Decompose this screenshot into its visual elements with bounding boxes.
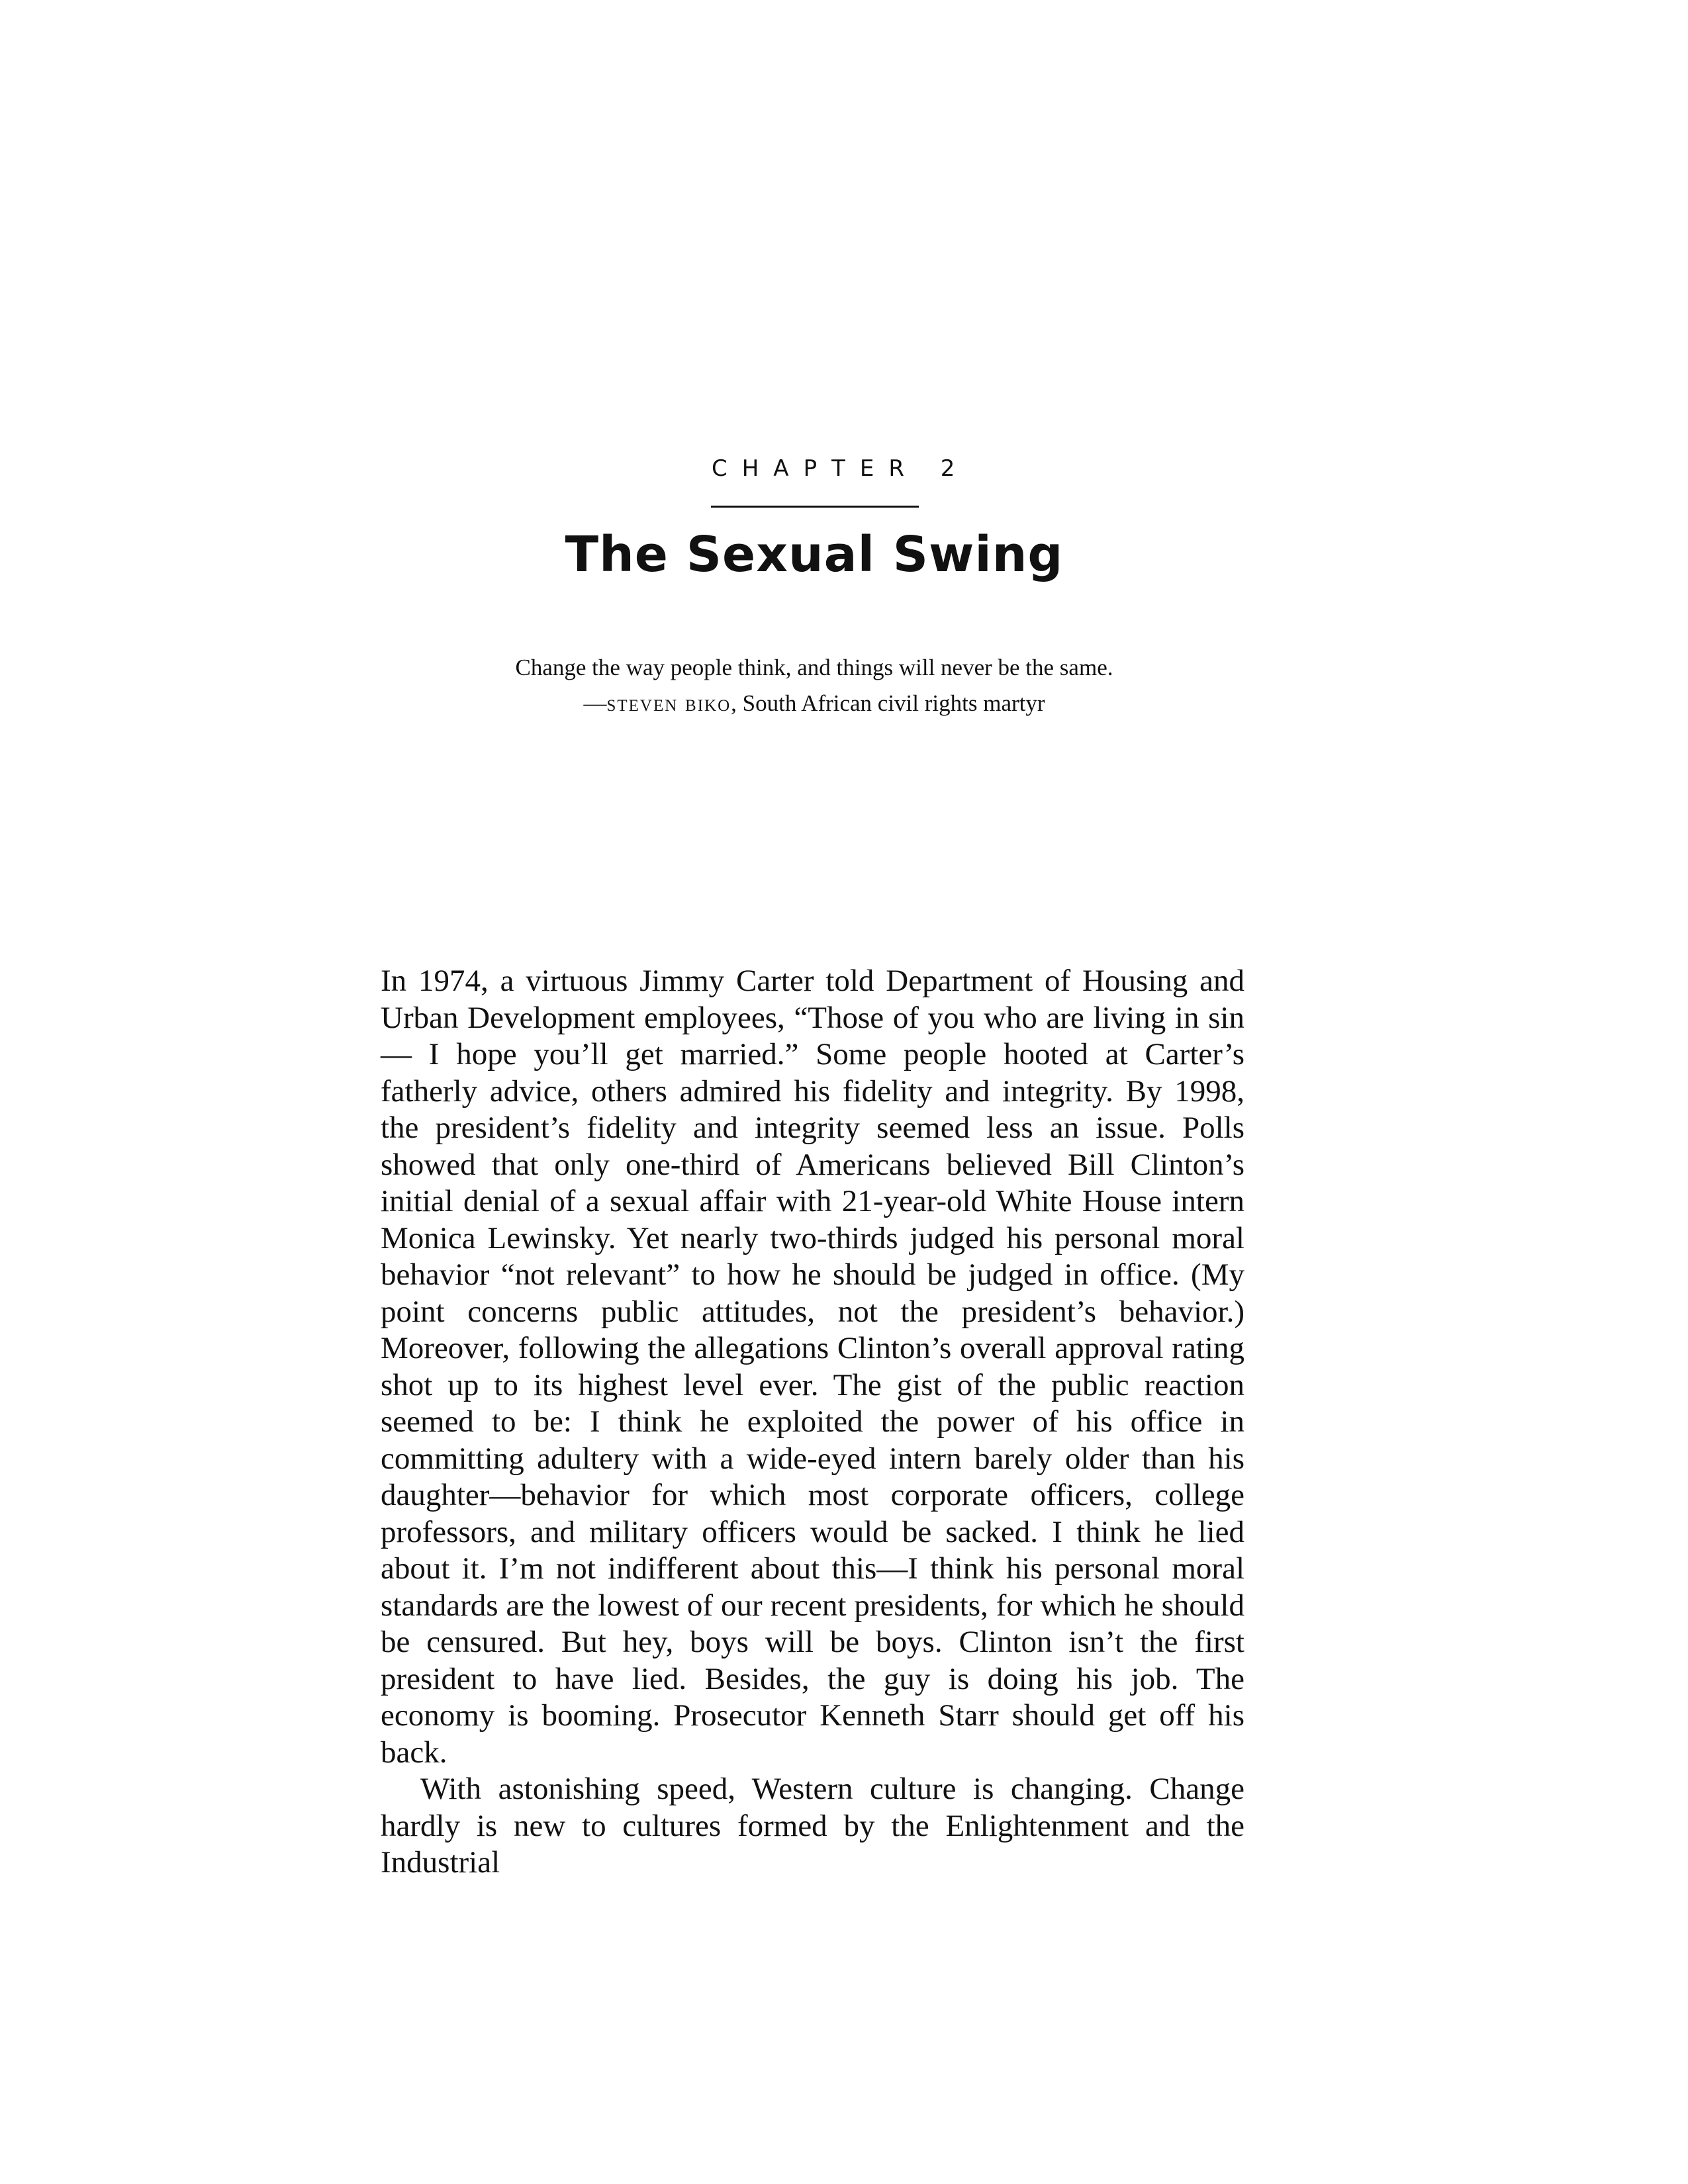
body-paragraph-2: With astonishing speed, Western culture is changing. Change hardly is new to cultures formed by the Enlightenment and the Industrial <box>381 1772 1244 1880</box>
epigraph-attribution-line <box>0 686 1628 721</box>
chapter-divider-rule <box>711 506 919 508</box>
body-paragraph-1: In 1974, a virtuous Jimmy Carter told Department of Housing and Urban Development employees, “Those of you who are living in sin— I hope you’ll get married.” Some people hooted at Carter’s fatherly advice, others admired his fidelity and integrity. By 1998, the president’s fidelity and integrity seemed less an issue. Polls showed that only one-third of Americans believed Bill Clinton’s initial denial of a sexual affair with 21-year-old White House intern Monica Lewinsky. Yet nearly two-thirds judged his personal moral behavior “not relevant” to how he should be judged in office. (My point concerns public attitudes, not the president’s behavior.) Moreover, following the allegations Clinton’s overall approval rating shot up to its highest level ever. The gist of the public reaction seemed to be: I think he exploited the power of his office in committing adultery with a wide-eyed intern barely older than his daughter—behavior for which most corporate officers, college professors, and military officers would be sacked. I think he lied about it. I’m not indifferent about this—I think his personal moral standards are the lowest of our recent presidents, for which he should be censured. But hey, boys will be boys. Clinton isn’t the first president to have lied. Besides, the guy is doing his job. The economy is booming. Prosecutor Kenneth Starr should get off his back. <box>381 964 1244 1770</box>
epigraph-dash: — <box>583 690 607 716</box>
epigraph-attribution: , South African civil rights martyr <box>731 690 1045 716</box>
chapter-title: The Sexual Swing <box>565 526 1064 583</box>
chapter-body <box>381 963 1244 1882</box>
chapter-label: CHAPTER 2 <box>712 455 970 482</box>
epigraph <box>0 650 1628 721</box>
epigraph-author: steven biko <box>606 690 731 716</box>
epigraph-quote: Change the way people think, and things will never be the same. <box>515 655 1113 680</box>
